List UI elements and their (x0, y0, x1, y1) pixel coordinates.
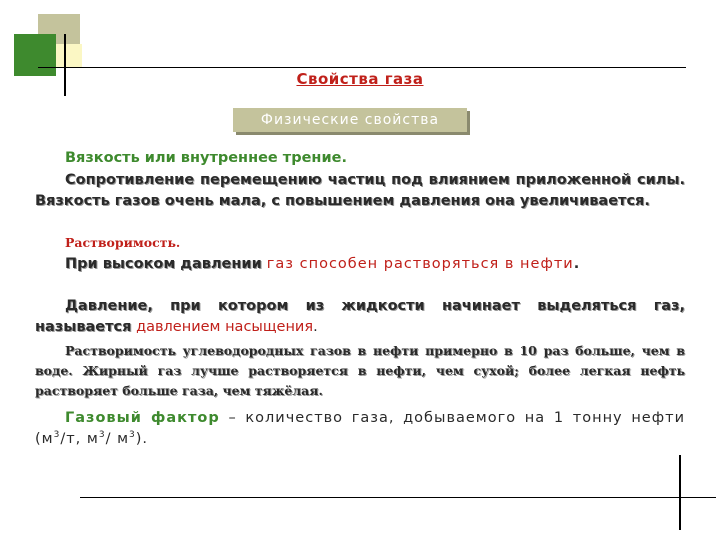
viscosity-heading: Вязкость или внутреннее трение. (65, 150, 347, 166)
solubility-heading: Растворимость. (65, 235, 181, 250)
gas-factor-text (35, 408, 685, 450)
unit-exponent: 3 (98, 430, 106, 441)
top-rule (38, 67, 686, 68)
unit-separator: / м (105, 431, 130, 447)
gas-factor-definition: – количество газа, добываемого на 1 тонну нефти (м (35, 410, 685, 447)
period: . (573, 256, 580, 272)
section-badge: Физические свойства (233, 108, 467, 132)
unit-exponent: 3 (53, 430, 61, 441)
deco-square-yellow (56, 44, 82, 68)
gas-factor-term: Газовый фактор (65, 410, 220, 426)
high-pressure-phrase: При высоком давлении (65, 256, 262, 272)
saturation-text (35, 296, 685, 338)
bottom-cross-horizontal (652, 497, 716, 498)
bottom-cross-vertical (679, 455, 681, 530)
gas-dissolves-phrase: газ способен растворяться в нефти (266, 256, 574, 272)
solubility-pressure-text (35, 254, 685, 275)
solubility-comparison-text: Растворимость углеводородных газов в нефти примерно в 10 раз больше, чем в воде. Жирный газ лучше растворяется в нефти, чем сухой; более легкая нефть растворяет больше газа, чем тяжёлая. (35, 343, 685, 398)
unit-exponent: 3 (129, 430, 136, 441)
unit-separator: /т, м (60, 431, 99, 447)
unit-end: ). (135, 431, 149, 447)
slide-title: Свойства газа (296, 70, 424, 88)
period: . (313, 319, 318, 335)
bottom-rule (80, 497, 680, 498)
saturation-definition: Давление, при котором из жидкости начинает выделяться газ, называется (35, 298, 685, 335)
saturation-term: давлением насыщения (136, 319, 314, 335)
viscosity-text: Сопротивление перемещению частиц под влиянием приложенной силы. Вязкость газов очень мала, с повышением давления она увеличивается. (35, 172, 685, 209)
